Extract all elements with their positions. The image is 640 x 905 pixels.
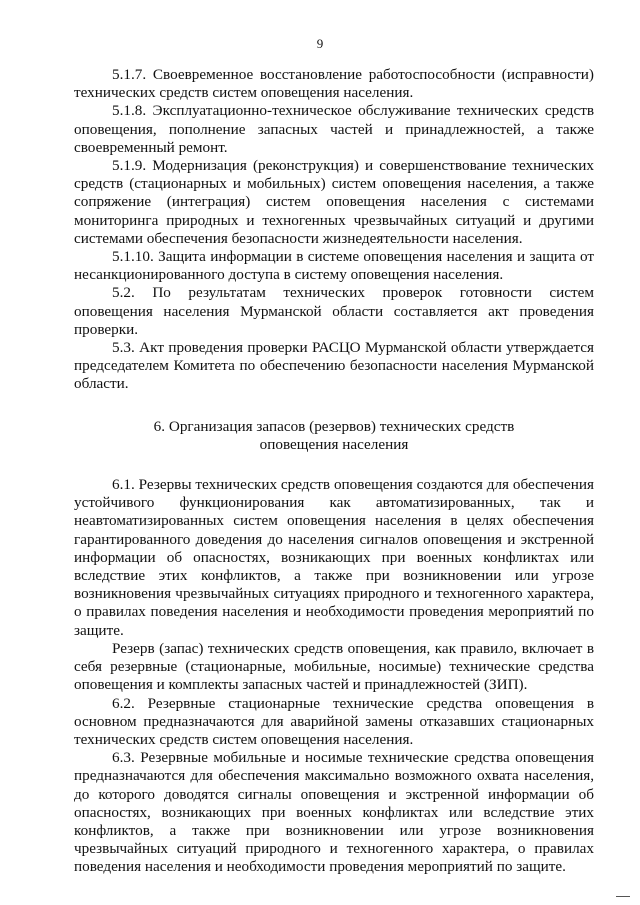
paragraph-5-3: 5.3. Акт проведения проверки РАСЦО Мурманской области утверждается председателем Комитета по обеспечению безопасности населения Мурманской области. — [74, 339, 594, 393]
page-number: 9 — [316, 36, 324, 51]
document-body — [74, 66, 594, 877]
paragraph-5-1-7: 5.1.7. Своевременное восстановление работоспособности (исправности) технических средств систем оповещения населения. — [74, 66, 594, 102]
paragraph-5-1-9: 5.1.9. Модернизация (реконструкция) и совершенствование технических средств (стационарных и мобильных) систем оповещения населения, а также сопряжение (интеграция) систем оповещения населения с системами мониторинга природных и техногенных чрезвычайных ситуаций и другими системами обеспечения безопасности жизнедеятельности населения. — [74, 157, 594, 247]
paragraph-5-1-8: 5.1.8. Эксплуатационно-техническое обслуживание технических средств оповещения, пополнение запасных частей и принадлежностей, а также своевременный ремонт. — [74, 102, 594, 156]
scan-corner-mark — [616, 896, 630, 897]
paragraph-6-1: 6.1. Резервы технических средств оповещения создаются для обеспечения устойчивого функционирования как автоматизированных, так и неавтоматизированных систем оповещения населения в целях обеспечения гарантированного доведения до населения сигналов оповещения и экстренной информации об опасностях, возникающих при военных конфликтах или вследствие этих конфликтов, а также при возникновении или угрозе возникновения чрезвычайных ситуациях природного и техногенного характера, о правилах поведения населения и необходимости проведения мероприятий по защите. — [74, 476, 594, 639]
paragraph-6-2: 6.2. Резервные стационарные технические средства оповещения в основном предназначаются для аварийной замены отказавших стационарных технических средств систем оповещения населения. — [74, 694, 594, 748]
section-spacer — [74, 394, 594, 418]
paragraph-reserve: Резерв (запас) технических средств оповещения, как правило, включает в себя резервные (стационарные, мобильные, носимые) технические средства оповещения и комплекты запасных частей и принадлежностей (ЗИП). — [74, 639, 594, 694]
paragraph-6-3: 6.3. Резервные мобильные и носимые технические средства оповещения предназначаются для обеспечения максимально возможного охвата населения, до которого доводятся сигналы оповещения и экстренной информации об опасностях, возникающих при военных конфликтах или вследствие этих конфликтов, а также при возникновении или угрозе возникновения чрезвычайных ситуаций природного и техногенного характера, о правилах поведения населения и необходимости проведения мероприятий по защите. — [74, 749, 594, 876]
paragraph-5-2: 5.2. По результатам технических проверок готовности систем оповещения населения Мурманской области составляется акт проведения проверки. — [74, 284, 594, 338]
section-spacer — [74, 454, 594, 476]
paragraph-5-1-10: 5.1.10. Защита информации в системе оповещения населения и защита от несанкционированного доступа в систему оповещения населения. — [74, 248, 594, 284]
section-heading: 6. Организация запасов (резервов) технических средств оповещения населения — [153, 417, 515, 453]
